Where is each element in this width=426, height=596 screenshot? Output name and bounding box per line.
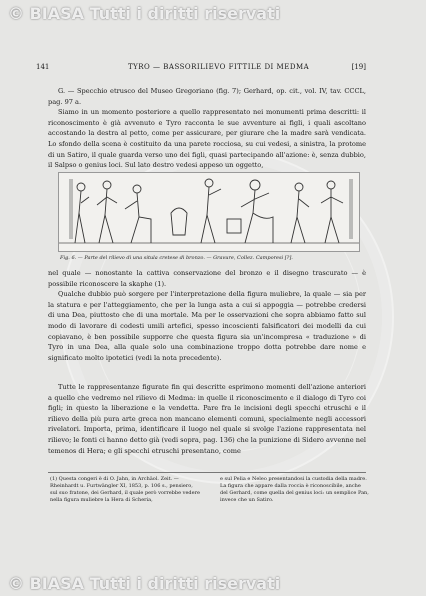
footnote-rule	[48, 472, 366, 473]
intro-paragraph: Siamo in un momento posteriore a quello rappresentato nei monumenti prima descritti: il riconoscimento è già avvenuto e Tyro racconta le sue avventure ai figli, i quali ascoltano accostando la destra al petto, come per assicurare, per giurare che la madre sarà vendicata. Lo sfondo della scena è costituito da una parete rocciosa, su cui vedesi, a sinistra, la protome di un Satiro, il quale guarda verso uno dei figli, quasi partecipando all'azione: è, senza dubbio, il Salpso o genius loci. Sul lato destro vedesi appeso un oggetto,	[48, 108, 366, 170]
figure-caption: Fig. 6. — Parte del rilievo di una situla cretese di bronzo. — Gravure, Collez. Camporesi [?].	[60, 255, 293, 261]
watermark-top: © BIASA Tutti i diritti riservati	[8, 4, 281, 23]
body-paragraph-3: Tutte le rappresentanze figurate fin qui descritte esprimono momenti dell'azione anteriori a quello che vedremo nel rilievo di Medma: in quelle il riconoscimento e il dialogo di Tyro coi figli; in questo la liberazione e la vendetta. Pare fra le incisioni degli specchi etruschi e il rilievo della più pura arte greca non mancano elementi comuni, specialmente negli accessori rivelatori. Importa, prima, identificare il luogo nel quale si svolge l'azione rappresentata nel rilievo; le fonti ci hanno detto già (vedi sopra, pag. 136) che la punizione di Sidero avvenne nel temenos di Hera; e gli specchi etruschi presentano, come	[48, 383, 366, 455]
page-number: 141	[36, 63, 50, 71]
running-title: TYRO — BASSORILIEVO FITTILE DI MEDMA	[128, 63, 310, 71]
relief-figure	[58, 172, 360, 252]
intro-block	[48, 86, 366, 171]
running-header	[36, 63, 366, 75]
intro-heading: G. — Specchio etrusco del Museo Gregoriano (fig. 7); Gerhard, op. cit., vol. IV, tav. CCCL, pag. 97 a.	[48, 87, 366, 106]
body-block-1	[48, 268, 366, 363]
section-number: [19]	[351, 63, 366, 71]
body-paragraph-1: nel quale — nonostante la cattiva conservazione del bronzo e il disegno trascurato — è possibile riconoscere la skaphe (1).	[48, 269, 366, 288]
relief-illustration	[59, 173, 359, 251]
footnote-left: (1) Questa congeri è di O. Jahn, in Archäol. Zeit. — Rheinhardt u. Furtwängler XI, 1853, p. 106 s., pensiero, sul suo fratone, dei Gerhard, il quale però vorrebbe vedere nella figura muliebre la Hera di Scheria,	[50, 476, 200, 503]
watermark-bottom: © BIASA Tutti i diritti riservati	[8, 574, 281, 593]
body-block-2	[48, 382, 366, 456]
body-paragraph-2: Qualche dubbio può sorgere per l'interpretazione della figura muliebre, la quale — sia per la statura e per l'atteggiamento, che per la lunga asta a cui si appoggia — potrebbe credersi di una Dea, piuttosto che di una mortale. Ma per le osservazioni che sopra abbiamo fatto sul modo di lavorare di codesti umili artefici, spesso incoscienti falsificatori dei modelli da cui copiavano, è ben possibile supporre che questa figura sia un'incompresa « traduzione » di Tyro in una Dea, alla quale solo una combinazione troppo dotta potrebbe dare nome e significato molto ipotetici (vedi la nota precedente).	[48, 290, 366, 362]
footnote-right: e sul Pelia e Neleo presentandosi la custodia della madre. La figura che appare dalla roccia è riconoscibile, anche del Gerhard, come quella del genius loci: un semplice Pan, invece che un Satiro.	[220, 476, 369, 503]
